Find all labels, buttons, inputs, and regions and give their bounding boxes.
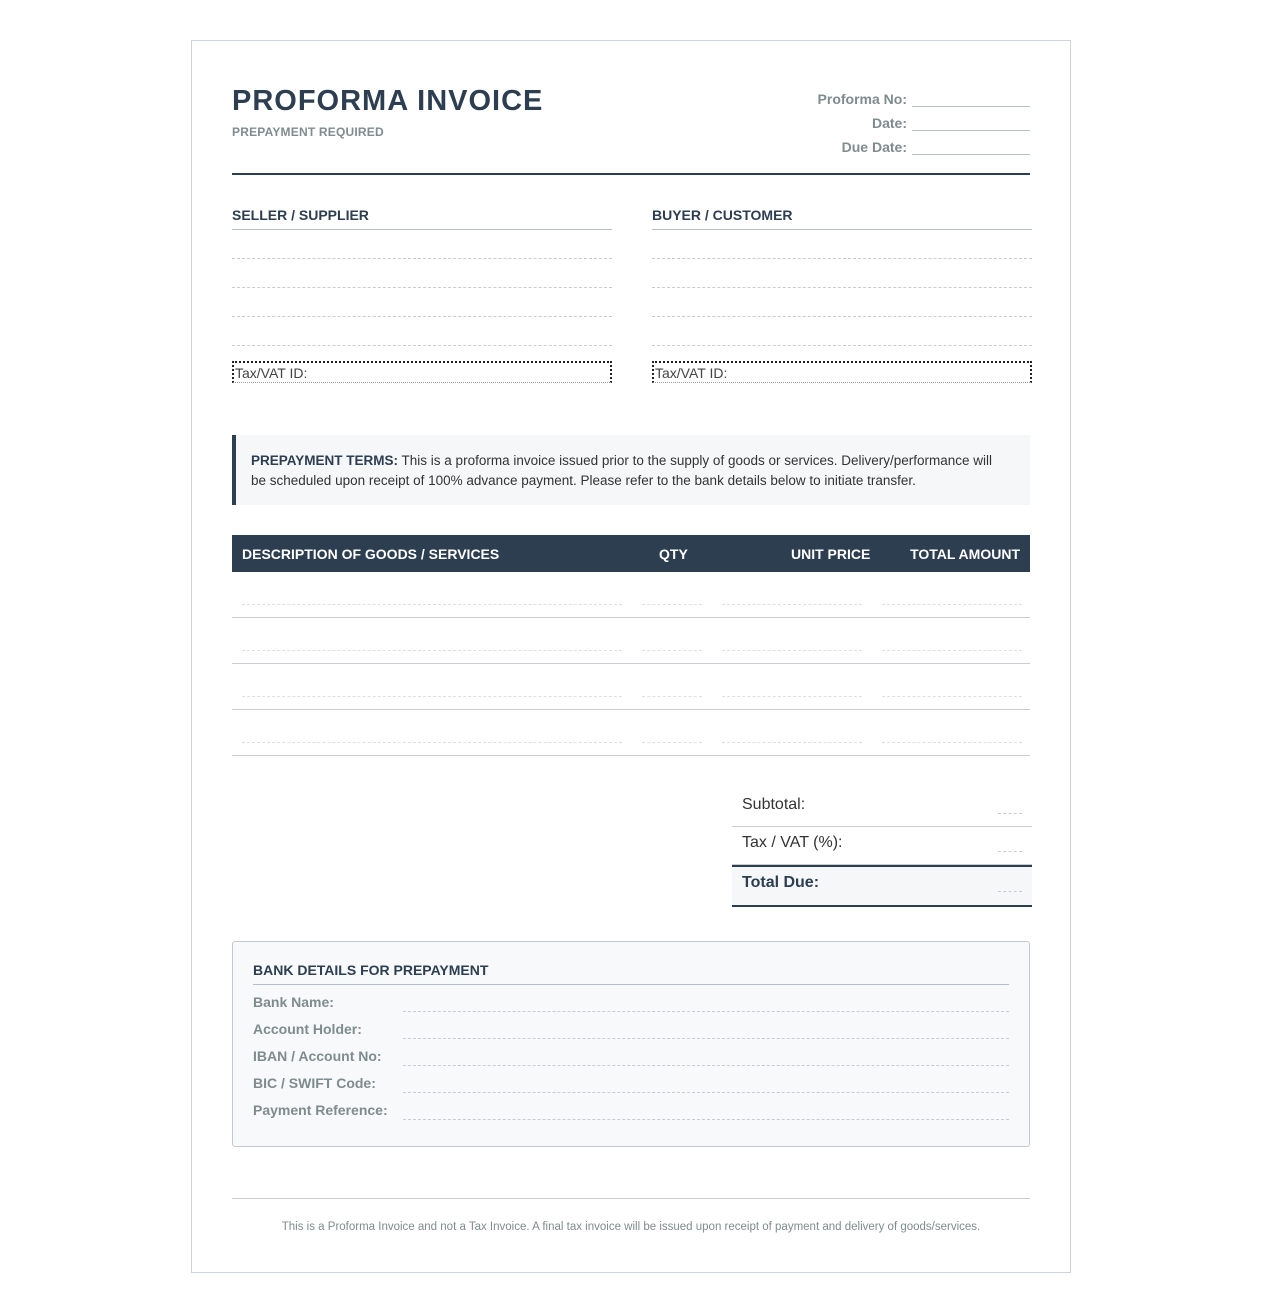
col-total-amount: TOTAL AMOUNT <box>910 546 1020 562</box>
row-total-cell[interactable] <box>882 650 1022 651</box>
page-subtitle: PREPAYMENT REQUIRED <box>232 125 384 139</box>
invoice-meta <box>770 83 1030 155</box>
swift-field[interactable] <box>403 1080 1009 1093</box>
buyer-title: BUYER / CUSTOMER <box>652 207 1032 230</box>
bank-name-field[interactable] <box>403 999 1009 1012</box>
date-label: Date: <box>871 115 907 131</box>
buyer-section <box>652 207 1032 383</box>
col-qty: QTY <box>659 546 688 562</box>
total-due-field[interactable] <box>998 891 1022 892</box>
due-date-label: Due Date: <box>841 139 907 155</box>
row-qty-cell[interactable] <box>642 604 702 605</box>
subtotal-row <box>732 789 1032 827</box>
row-unit-price-cell[interactable] <box>722 650 862 651</box>
date-field[interactable] <box>912 114 1030 131</box>
account-holder-row <box>253 1012 1009 1039</box>
bank-name-row <box>253 985 1009 1012</box>
page-title: PROFORMA INVOICE <box>232 85 544 117</box>
table-row <box>232 618 1030 664</box>
footer-note: This is a Proforma Invoice and not a Tax Invoice. A final tax invoice will be issued upon receipt of payment and delivery of goods/services. <box>281 1221 981 1233</box>
buyer-line-1[interactable] <box>652 230 1032 259</box>
payment-reference-label: Payment Reference: <box>253 1102 388 1118</box>
tax-field[interactable] <box>998 851 1022 852</box>
col-description: DESCRIPTION OF GOODS / SERVICES <box>242 546 500 562</box>
header-divider <box>232 173 1030 175</box>
footer-divider <box>232 1198 1030 1199</box>
bank-details-title: BANK DETAILS FOR PREPAYMENT <box>253 962 1009 985</box>
row-description-cell[interactable] <box>242 742 622 743</box>
buyer-line-3[interactable] <box>652 288 1032 317</box>
buyer-line-4[interactable] <box>652 317 1032 346</box>
seller-line-3[interactable] <box>232 288 612 317</box>
row-description-cell[interactable] <box>242 696 622 697</box>
items-table <box>232 535 1030 756</box>
seller-line-4[interactable] <box>232 317 612 346</box>
totals-block <box>732 789 1032 907</box>
items-header <box>232 535 1030 572</box>
tax-row <box>732 827 1032 865</box>
terms-text: This is a proforma invoice issued prior to the supply of goods or services. Delivery/performance will be scheduled upon receipt of 100% advance payment. Please refer to the bank details below to initiate transfer. <box>251 453 993 488</box>
row-description-cell[interactable] <box>242 650 622 651</box>
tax-label: Tax / VAT (%): <box>742 834 843 851</box>
total-due-row <box>732 865 1032 907</box>
invoice-page <box>191 40 1071 1273</box>
proforma-no-label: Proforma No: <box>817 91 907 107</box>
date-row <box>770 107 1030 131</box>
payment-reference-row <box>253 1093 1009 1120</box>
iban-field[interactable] <box>403 1053 1009 1066</box>
prepayment-terms <box>232 435 1030 505</box>
account-holder-field[interactable] <box>403 1026 1009 1039</box>
seller-line-1[interactable] <box>232 230 612 259</box>
due-date-row <box>770 131 1030 155</box>
subtotal-field[interactable] <box>998 813 1022 814</box>
buyer-tax-id-field[interactable]: Tax/VAT ID: <box>652 361 1032 383</box>
row-qty-cell[interactable] <box>642 742 702 743</box>
table-row <box>232 572 1030 618</box>
iban-row <box>253 1039 1009 1066</box>
subtotal-label: Subtotal: <box>742 796 806 813</box>
proforma-no-row <box>770 83 1030 107</box>
table-row <box>232 664 1030 710</box>
due-date-field[interactable] <box>912 138 1030 155</box>
seller-title: SELLER / SUPPLIER <box>232 207 612 230</box>
account-holder-label: Account Holder: <box>253 1021 362 1037</box>
row-total-cell[interactable] <box>882 696 1022 697</box>
bank-details <box>232 941 1030 1147</box>
proforma-no-field[interactable] <box>912 90 1030 107</box>
total-due-label: Total Due: <box>742 874 820 891</box>
row-unit-price-cell[interactable] <box>722 742 862 743</box>
buyer-line-2[interactable] <box>652 259 1032 288</box>
seller-line-2[interactable] <box>232 259 612 288</box>
swift-row <box>253 1066 1009 1093</box>
row-total-cell[interactable] <box>882 742 1022 743</box>
payment-reference-field[interactable] <box>403 1107 1009 1120</box>
row-unit-price-cell[interactable] <box>722 604 862 605</box>
seller-section <box>232 207 612 383</box>
col-unit-price: UNIT PRICE <box>791 546 871 562</box>
row-unit-price-cell[interactable] <box>722 696 862 697</box>
swift-label: BIC / SWIFT Code: <box>253 1075 376 1091</box>
seller-tax-id-field[interactable]: Tax/VAT ID: <box>232 361 612 383</box>
iban-label: IBAN / Account No: <box>253 1048 382 1064</box>
row-total-cell[interactable] <box>882 604 1022 605</box>
table-row <box>232 710 1030 756</box>
bank-name-label: Bank Name: <box>253 994 334 1010</box>
row-qty-cell[interactable] <box>642 650 702 651</box>
row-description-cell[interactable] <box>242 604 622 605</box>
terms-label: PREPAYMENT TERMS: <box>251 453 399 468</box>
row-qty-cell[interactable] <box>642 696 702 697</box>
